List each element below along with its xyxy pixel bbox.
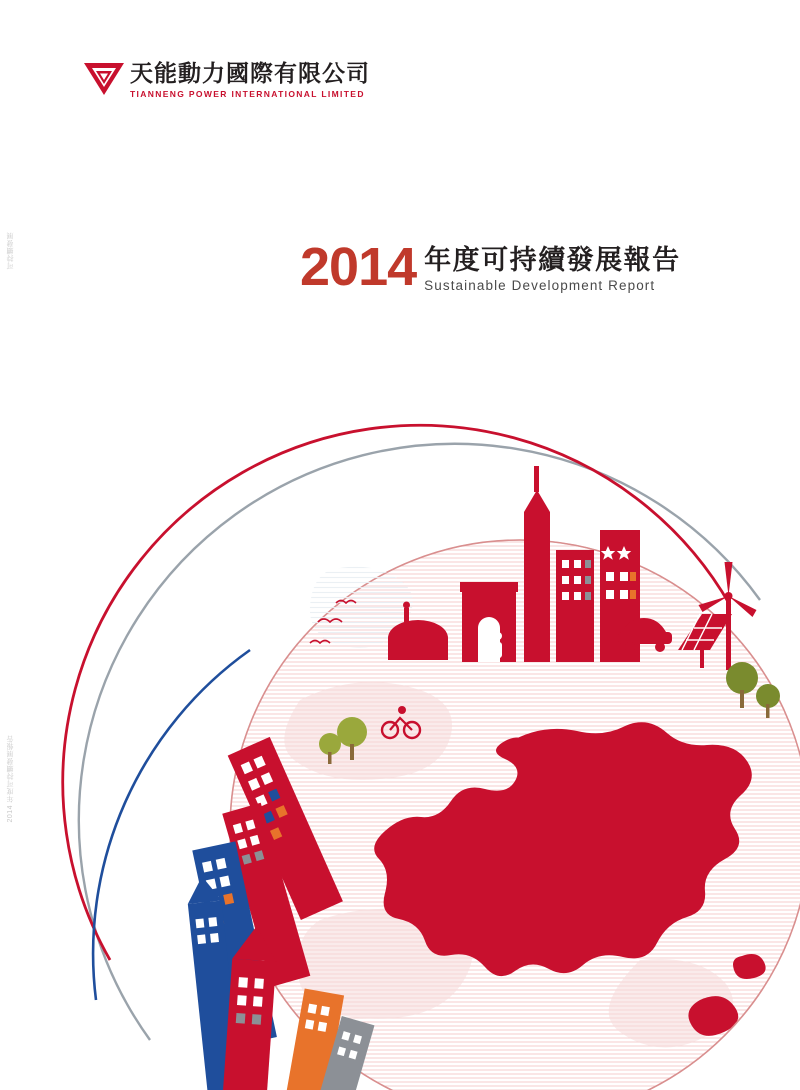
report-title-zh: 年度可持續發展報告 — [424, 245, 681, 276]
report-title-block — [300, 237, 720, 297]
skyscraper-icon — [524, 466, 550, 662]
tianneng-triangle-logo-icon — [84, 62, 124, 96]
company-name-zh: 天能動力國際有限公司 — [130, 61, 370, 87]
cover-illustration — [0, 400, 800, 1090]
report-year: 2014 — [300, 237, 417, 297]
company-logo — [84, 62, 370, 99]
company-name-en: TIANNENG POWER INTERNATIONAL LIMITED — [130, 89, 365, 100]
side-note-bottom: 2014 年度可持續發展報告 — [7, 735, 14, 823]
side-note-top: 可持續發展 — [7, 232, 14, 270]
report-title-en: Sustainable Development Report — [424, 278, 656, 294]
